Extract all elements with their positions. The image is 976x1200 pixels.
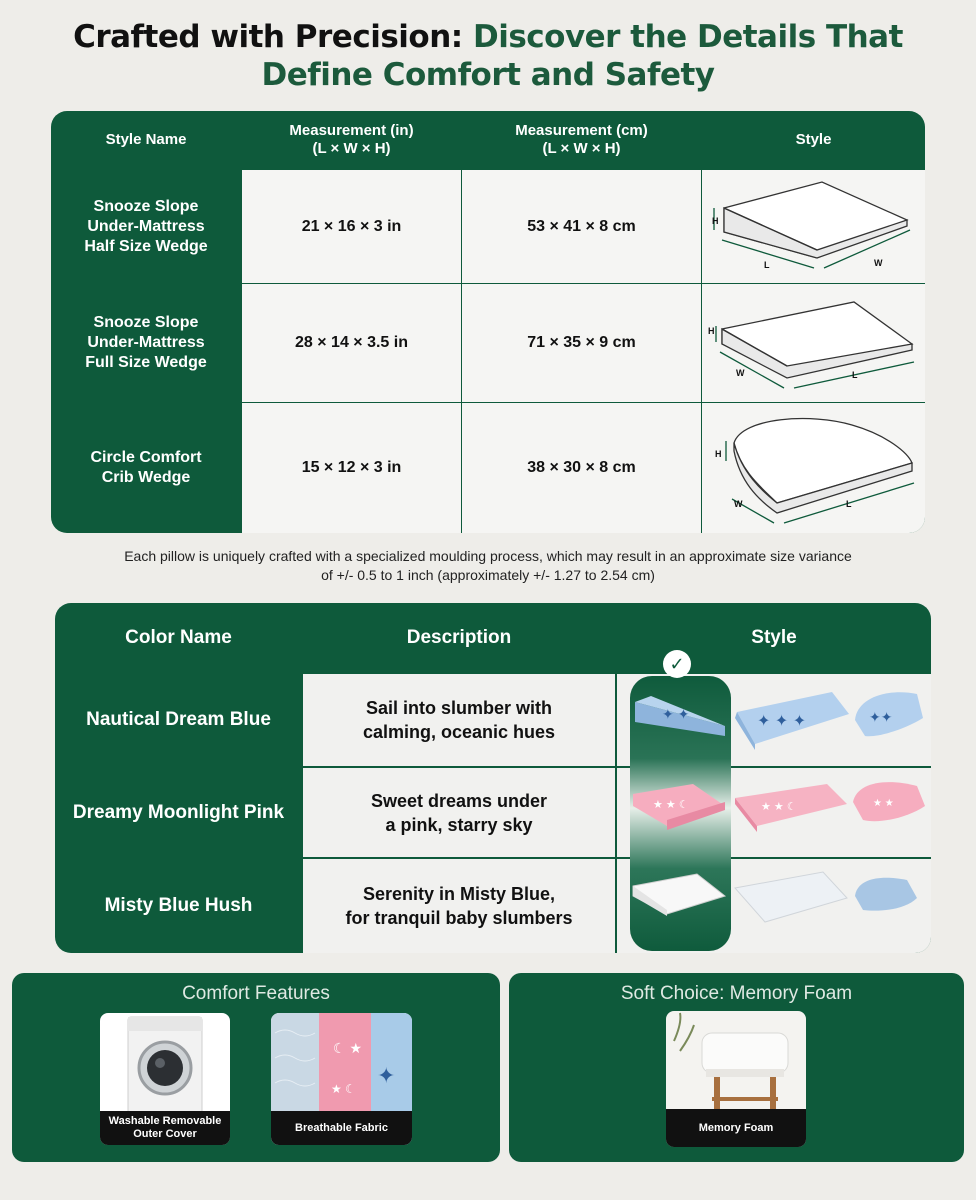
header-color-style: Style — [751, 627, 797, 648]
svg-text:✦: ✦ — [377, 1063, 396, 1088]
comfort-features-title: Comfort Features — [182, 983, 330, 1004]
table-cell-inches: 21 × 16 × 3 in — [242, 170, 461, 283]
half-wedge-diagram — [702, 170, 925, 283]
table-cell-cm: 71 × 35 × 9 cm — [462, 284, 701, 402]
dim-label-h: H — [712, 216, 719, 226]
size-table — [51, 111, 925, 533]
product-swatches — [617, 674, 931, 953]
dim-label-w: W — [874, 258, 883, 268]
title-line2: Define Comfort and Safety — [261, 57, 715, 93]
dim-label-l: L — [764, 260, 770, 270]
color-description: Serenity in Misty Blue, for tranquil baby slumbers — [303, 859, 615, 953]
memory-foam-title: Soft Choice: Memory Foam — [620, 983, 853, 1004]
breathable-fabric-card — [271, 1013, 412, 1145]
dim-label-l: L — [846, 499, 852, 509]
table-row-name: Snooze Slope Under-Mattress Full Size Wedge — [85, 314, 207, 371]
memory-foam-panel — [509, 973, 964, 1162]
feature-label: Washable Removable Outer Cover — [100, 1111, 230, 1145]
dim-label-l: L — [852, 370, 858, 380]
header-description: Description — [406, 627, 512, 648]
color-name: Nautical Dream Blue — [86, 709, 271, 730]
washable-cover-card — [100, 1013, 230, 1145]
feature-label: Breathable Fabric — [271, 1111, 412, 1145]
title-part2: Discover the Details That — [472, 19, 903, 55]
table-cell-inches: 28 × 14 × 3.5 in — [242, 284, 461, 402]
color-description: Sweet dreams under a pink, starry sky — [303, 768, 615, 857]
dim-label-w: W — [736, 368, 745, 378]
page-title — [0, 18, 976, 94]
svg-text:✦ ✦ ✦: ✦ ✦ ✦ — [757, 713, 807, 730]
header-style-name: Style Name — [105, 131, 187, 148]
svg-text:★ ★ ☾: ★ ★ ☾ — [761, 801, 797, 813]
feature-label: Memory Foam — [666, 1109, 806, 1147]
table-row-name: Circle Comfort Crib Wedge — [90, 449, 202, 486]
dim-label-w: W — [734, 499, 743, 509]
svg-text:★ ★ ☾: ★ ★ ☾ — [653, 799, 689, 811]
table-cell-cm: 53 × 41 × 8 cm — [462, 170, 701, 283]
table-row-name: Snooze Slope Under-Mattress Half Size Wedge — [84, 197, 208, 255]
color-name: Dreamy Moonlight Pink — [72, 801, 285, 823]
svg-text:★ ★: ★ ★ — [873, 798, 894, 809]
title-part1: Crafted with Precision: — [73, 19, 463, 55]
color-name: Misty Blue Hush — [104, 895, 253, 916]
svg-text:★ ☾: ★ ☾ — [331, 1082, 356, 1096]
color-table — [55, 603, 931, 953]
comfort-features-panel — [12, 973, 500, 1162]
header-style: Style — [795, 131, 832, 148]
header-measure-cm: Measurement (cm) (L × W × H) — [515, 122, 648, 157]
header-measure-in: Measurement (in) (L × W × H) — [289, 122, 414, 157]
table-cell-inches: 15 × 12 × 3 in — [242, 403, 461, 533]
svg-text:☾ ★: ☾ ★ — [333, 1040, 362, 1056]
crib-wedge-diagram — [702, 403, 925, 533]
size-variance-note: Each pillow is uniquely crafted with a specialized moulding process, which may result in an approximate size variance of +/- 0.5 to 1 inch (approximately +/- 1.27 to 2.54 cm) — [124, 548, 852, 583]
check-circle-icon: ✓ — [663, 650, 691, 678]
table-cell-cm: 38 × 30 × 8 cm — [462, 403, 701, 533]
memory-foam-card — [666, 1011, 806, 1147]
svg-text:✦ ✦: ✦ ✦ — [662, 706, 690, 722]
color-description: Sail into slumber with calming, oceanic hues — [303, 674, 615, 766]
svg-text:✦✦: ✦✦ — [869, 709, 893, 725]
full-wedge-diagram — [702, 284, 925, 402]
dim-label-h: H — [715, 449, 722, 459]
header-color-name: Color Name — [125, 627, 232, 648]
dim-label-h: H — [708, 326, 715, 336]
